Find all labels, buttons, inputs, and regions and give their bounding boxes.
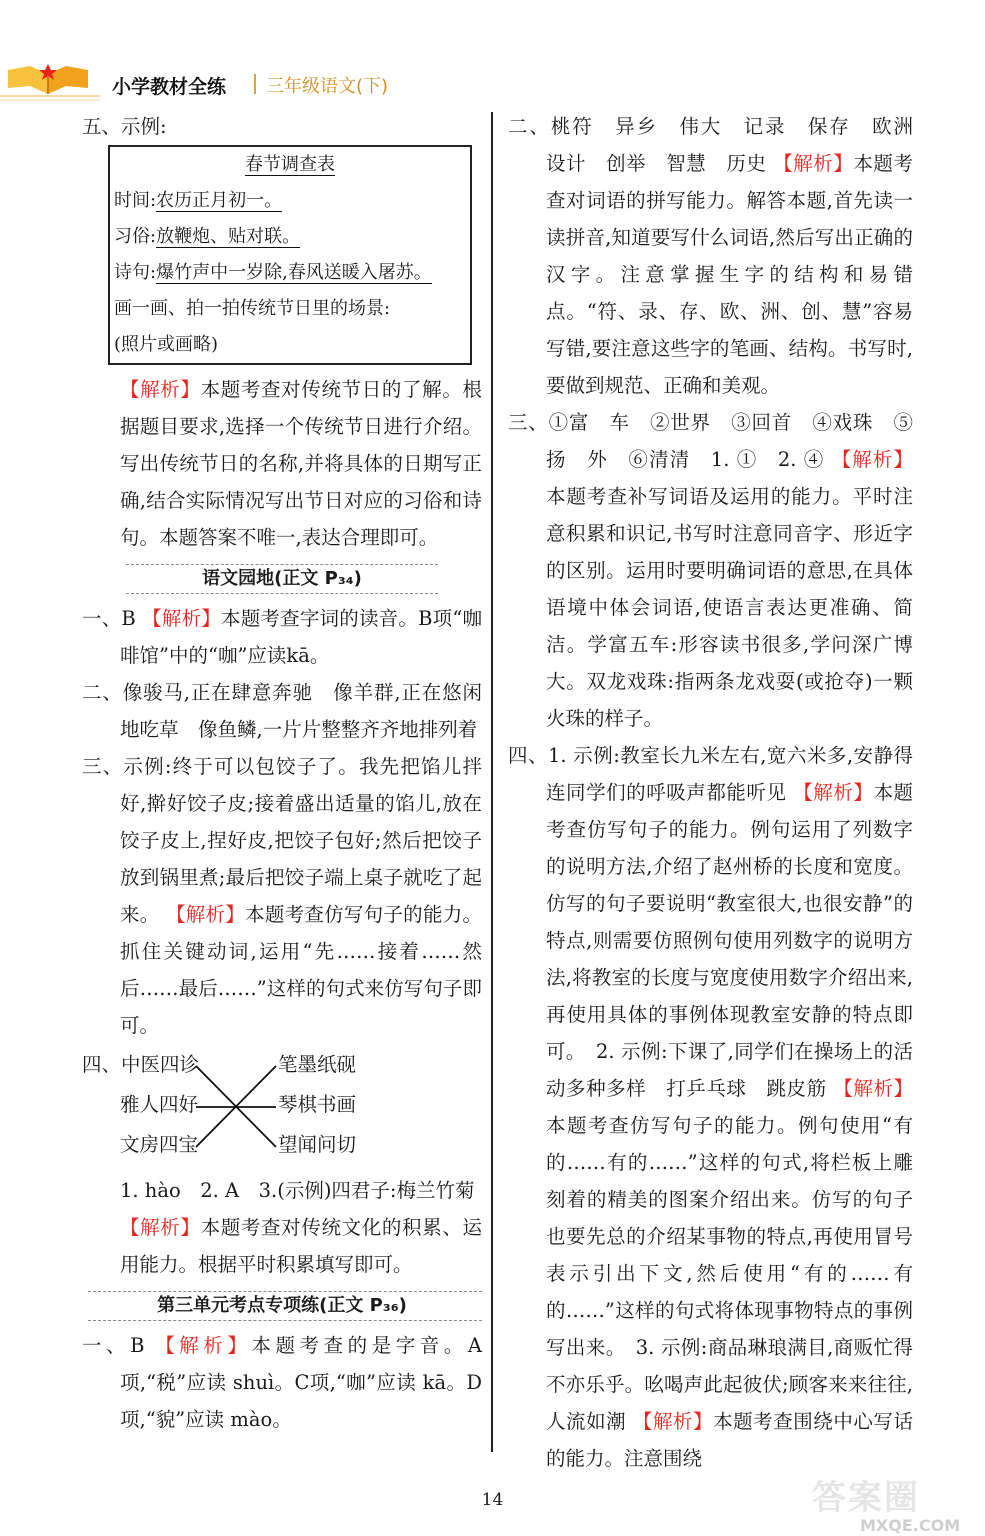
page-header [0,58,470,106]
survey-time: 时间:农历正月初一。 [114,190,283,211]
survey-custom: 习俗:放鞭炮、贴对联。 [114,226,301,247]
match-right-1: 笔墨纸砚 [278,1053,357,1076]
garden-q3: 三、示例:终于可以包饺子了。我先把馅儿拌好,擀好饺子皮;接着盛出适量的馅儿,放在饺子皮上,捏好皮,把饺子包好;然后把饺子放到锅里煮;最后把饺子端上桌子就吃了起来。 【解析】本题考查仿写句子的能力。抓住关键动词,运用“先……接着……然后……最后……”这样的句式来仿写句子即可。 [82,755,482,1037]
watermark [812,1478,974,1535]
match-left-2: 雅人四好 [120,1093,199,1116]
book-subtitle: 三年级语文(下) [266,76,389,97]
unit3-q2: 二、桃符 异乡 伟大 记录 保存 欧洲 设计 创举 智慧 历史 【解析】本题考查对词语的拼写能力。解答本题,首先读一读拼音,知道要写什么词语,然后写出正确的汉字。注意掌握生字的结构和易错点。“符、录、存、欧、洲、创、慧”容易写错,要注意这些字的笔画、结构。书写时,要做到规范、正确和美观。 [508,115,933,397]
header-separator [254,74,256,94]
matching-lines [194,1052,280,1162]
garden-q4-analysis: 【解析】本题考查对传统文化的积累、运用能力。根据平时积累填写即可。 [120,1216,482,1276]
open-book-icon [0,58,110,106]
unit3-q1: 一、B 【解析】本题考查的是字音。A项,“税”应读 shuì。C项,“咖”应读 kā。D项,“貌”应读 mào。 [82,1334,482,1431]
survey-title: 春节调查表 [245,154,335,175]
garden-q4-answers: 1. hào 2. A 3.(示例)四君子:梅兰竹菊 [120,1179,475,1202]
garden-q2: 二、像骏马,正在肆意奔驰 像羊群,正在悠闲地吃草 像鱼鳞,一片片整整齐齐地排列着 [82,681,482,741]
right-column [508,108,933,1477]
survey-photo-prompt: 画一画、拍一拍传统节日里的场景: [114,298,391,319]
page-number: 14 [481,1490,504,1510]
match-right-3: 望闻问切 [278,1133,357,1156]
left-column [82,108,482,1438]
watermark-logo: 答案圈 [812,1478,920,1518]
survey-photo-note: (照片或画略) [114,334,219,355]
unit3-q3: 三、①富 车 ②世界 ③回首 ④戏珠 ⑤扬 外 ⑥清清 1. ① 2. ④ 【解析】本题考查补写词语及运用的能力。平时注意积累和识记,书写时注意同音字、形近字的区别。运用时要明确词语的意思,在具体语境中体会词语,使语言表达更准确、简洁。学富五车:形容读书很多,学问深广博大。双龙戏珠:指两条龙戏耍(或抢夺)一颗火珠的样子。 [508,411,913,730]
matching-exercise [82,1046,482,1172]
garden-q1: 一、B 【解析】本题考查字词的读音。B项“咖啡馆”中的“咖”应读kā。 [82,607,482,667]
survey-poem: 诗句:爆竹声中一岁除,春风送暖入屠苏。 [114,262,432,283]
match-left-1: 四、中医四诊 [82,1053,200,1076]
survey-table [108,145,472,365]
unit3-q4: 四、1. 示例:教室长九米左右,宽六米多,安静得连同学们的呼吸声都能听见 【解析】本题考查仿写句子的能力。例句运用了列数字的说明方法,介绍了赵州桥的长度和宽度。仿写的句子要说明“教室很大,也很安静”的特点,则需要仿照例句使用列数字的说明方法,将教室的长度与宽度使用数字介绍出来,再使用具体的事例体现教室安静的特点即可。 2. 示例:下课了,同学们在操场上的活动多种多样 打乒乓球 跳皮筋 【解析】本题考查仿写句子的能力。例句使用“有的……有的……”这样的句式,将栏板上雕刻着的精美的图案介绍出来。仿写的句子也要先总的介绍某事物的特点,再使用冒号表示引出下文,然后使用“有的……有的……”这样的句式将体现事物特点的事例写出来。 3. 示例:商品琳琅满目,商贩忙得不亦乐乎。吆喝声此起彼伏;顾客来来往往,人流如潮 【解析】本题考查围绕中心写话的能力。注意围绕 [508,744,913,1470]
match-right-2: 琴棋书画 [278,1093,357,1116]
section-heading-unit3: 第三单元考点专项练(正文 P₃₆) [82,1291,482,1321]
section-heading-garden: 语文园地(正文 P₃₄) [82,564,482,594]
q5-label: 五、示例: [82,115,167,138]
watermark-url: MXQE.COM [860,1516,961,1535]
match-left-3: 文房四宝 [120,1133,199,1156]
column-divider [491,112,493,1452]
q5-analysis: 【解析】本题考查对传统节日的了解。根据题目要求,选择一个传统节日进行介绍。写出传统节日的名称,并将具体的日期写正确,结合实际情况写出节日对应的习俗和诗句。本题答案不唯一,表达合理即可。 [120,378,482,549]
book-title: 小学教材全练 [112,76,227,98]
